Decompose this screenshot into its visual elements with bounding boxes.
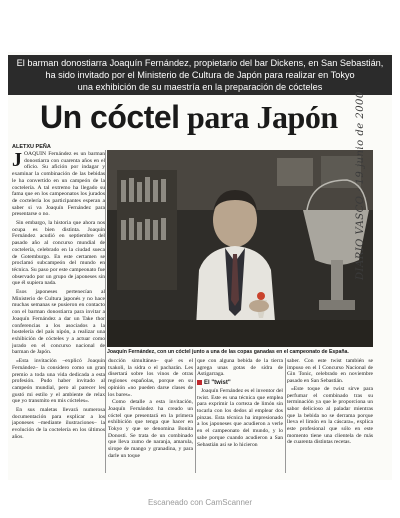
column-divider <box>105 150 106 473</box>
paragraph: que con alguna bebida de la tierra agrega unas gotas de sidra de Astigarraga. <box>197 358 283 378</box>
deck-line-2: ha sido invitado por el Ministerio de Cultura de Japón para realizar en Tokyo <box>45 70 355 80</box>
byline: ALETXU PEÑA <box>12 144 51 150</box>
column-divider <box>285 358 286 473</box>
drop-cap: J <box>12 151 22 171</box>
column-divider <box>195 358 196 473</box>
text-column-3 <box>197 358 283 473</box>
deck-line-1: El barman donostiarra Joaquín Fernández, propietario del bar Dickens, en San Sebastián, <box>16 58 384 68</box>
photo-caption: Joaquín Fernández, con un cóctel junto a una de las copas ganadas en el campeonato de España. <box>107 349 349 355</box>
scanner-watermark: Escaneado con CamScanner <box>147 498 253 507</box>
text-column-1 <box>12 151 105 473</box>
paragraph: Sin embargo, la historia que ahora nos ocupa es bien distinta. Joaquín Fernández acudió en septiembre del pasado año al concurso mundial de coctelería, celebrado en la ciudad sueca de Gotemburgo. En este certamen se proclamó subcampeón del mundo en técnica. Su paso por este campeonato fue observado por un grupo de japoneses sin que él supiera nada. <box>12 220 105 287</box>
paragraph: Joaquín Fernández es el inventor del twist. Este es una técnica que emplea para exprimir la corteza de limón sin tocarla con los dedos al emplear dos pinzas. Esta técnica ha impresionado a los japoneses que acudieron a verle en el campeonato del mundo, y lo sabe porque cuando acudieron a San Sebastián así se lo hicieron <box>197 387 283 448</box>
subheading <box>197 380 283 387</box>
article-deck <box>8 57 392 93</box>
subheading-text: El "twist" <box>204 380 231 387</box>
headline-part-1: Un cóctel <box>40 99 180 135</box>
deck-line-3: una exhibición de su maestría en la preparación de cócteles <box>77 82 323 92</box>
headline-part-2: para Japón <box>187 99 338 135</box>
text-column-2 <box>108 358 193 473</box>
article-headline <box>40 98 380 136</box>
paragraph: Como detalle a esta invitación, Joaquín Fernández ha creado un cóctel que presentará en la primera exhibición que tenga que hacer en Tokyo y que se denomina Bonita Donosti. Se trata de un combinado que lleva zumo de naranja, amarula, sirope de mango y granadina, y para darle un toque <box>108 399 193 459</box>
paragraph: «Este toque de twist sirve para perfumar el combinado tras su terminación ya que le proporciona un sabor delicioso al paladar mientras que la bebida no se derrama porque lleva el limón en la cáscara», explica este profesional que sólo en este momento tiene una clientela de más de cuarenta distintas recetas. <box>287 385 373 446</box>
paragraph: OAQUÍN Fernández es un barman donostiarra con cuarenta años en el oficio. Su afición por indagar y examinar la combinación de las bebidas le ha convertido en un campeón de la coctelería. A tal extremo ha llegado su fama que en los campeonatos los jurados de coctelería los participantes esperan a saber si va Joaquín Fernández para presentarse o no. <box>12 151 105 218</box>
paragraph: ducción simultánea– qué es el txakoli, la sidra o el pacharán. Les disertará sobre los vinos de otras regiones españolas, porque en su opinión «no pueden darse clases de los bares». <box>108 358 193 398</box>
paragraph: Esos japoneses pertenecían al Ministerio de Cultura japonés y no hace muchas semanas se pusieron en contacto con el barman donostiarra para invitar a Joaquín Fernández a dar un Take thor conferencias a los asociados a la hostelería del país nipón, a realizar una exhibición de cócteles y a actuar como jurado en el concurso nacional de barman de Japón. <box>12 289 105 356</box>
paragraph: En sus maletas llevará numerosa documentación para explicar a los japoneses –mediante ilustraciones– la evolución de la coctelería en los últimos años. <box>12 407 105 440</box>
paragraph: saber. Con este twist también se impuso en el I Concurso Nacional de Gin Tonic, celebrado en noviembre pasado en San Sebastián. <box>287 358 373 385</box>
barman-photo-illustration <box>107 150 373 347</box>
paragraph: «Esta invitación –explicó Joaquín Fernández– la considero como un gran premio a toda una vida dedicada a esta profesión. Pudo haber invitado al campeón mundial, pero al parecer les gustó mi estilo y el ambiente de relax que yo transmito en mis cócteles». <box>12 358 105 405</box>
text-column-4 <box>287 358 373 473</box>
handwritten-annotation: DIARIO VASCO · 19 junio de 2000 <box>355 91 366 280</box>
bullet-square-icon <box>197 380 202 385</box>
article-photo <box>107 150 373 347</box>
